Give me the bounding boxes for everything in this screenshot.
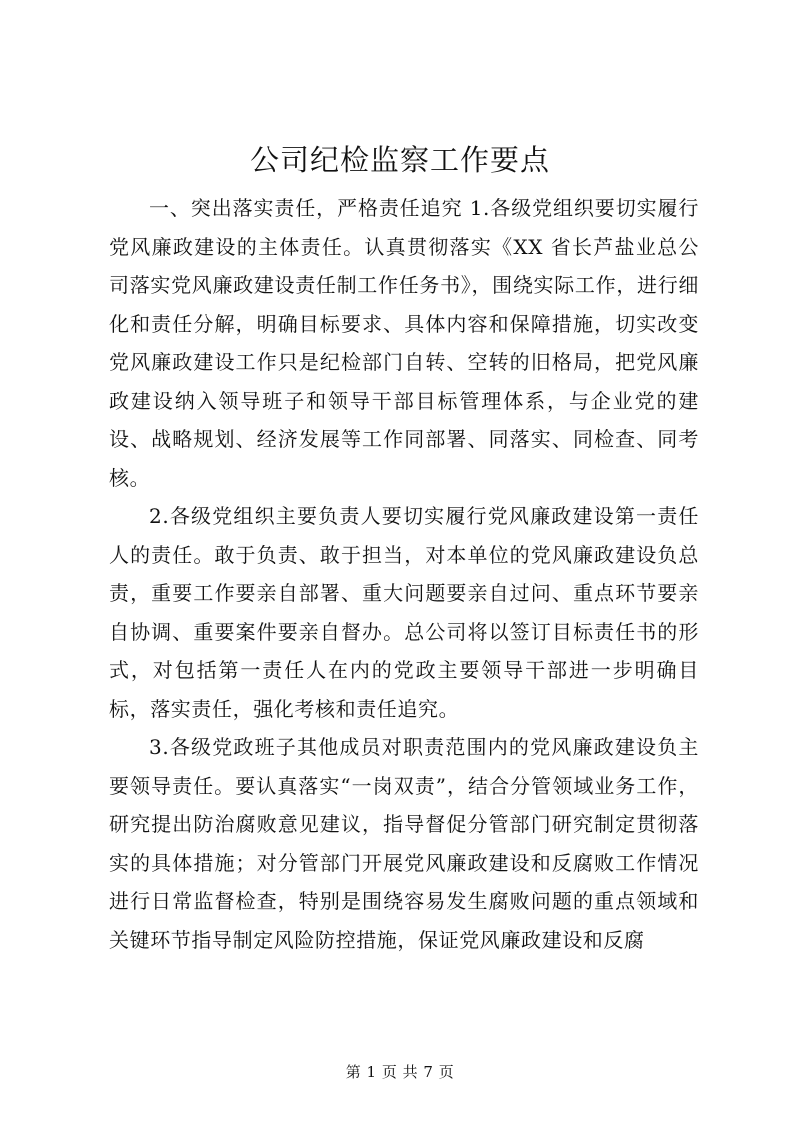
paragraph-2: 2.各级党组织主要负责人要切实履行党风廉政建设第一责任人的责任。敢于负责、敢于担当，对本单位的党风廉政建设负总责，重要工作要亲自部署、重大问题要亲自过问、重点环节要亲自协调、重要案件要亲自督办。总公司将以签订目标责任书的形式，对包括第一责任人在内的党政主要领导干部进一步明确目标，落实责任，强化考核和责任追究。 — [109, 504, 699, 721]
document-title: 公司纪检监察工作要点 — [249, 143, 550, 177]
paragraph-1: 一、突出落实责任，严格责任追究 1.各级党组织要切实履行党风廉政建设的主体责任。认真贯彻落实《XX 省长芦盐业总公司落实党风廉政建设责任制工作任务书》，围绕实际工作，进行细化和责任分解，明确目标要求、具体内容和保障措施，切实改变党风廉政建设工作只是纪检部门自转、空转的旧格局，把党风廉政建设纳入领导班子和领导干部目标管理体系，与企业党的建设、战略规划、经济发展等工作同部署、同落实、同检查、同考核。 — [109, 196, 699, 490]
paragraph-3: 3.各级党政班子其他成员对职责范围内的党风廉政建设负主要领导责任。要认真落实“一岗双责”，结合分管领域业务工作，研究提出防治腐败意见建议，指导督促分管部门研究制定贯彻落实的具体措施；对分管部门开展党风廉政建设和反腐败工作情况进行日常监督检查，特别是围绕容易发生腐败问题的重点领域和关键环节指导制定风险防控措施，保证党风廉政建设和反腐 — [109, 735, 699, 952]
document-body — [109, 189, 699, 959]
page-footer: 第 1 页 共 7 页 — [345, 1063, 455, 1081]
